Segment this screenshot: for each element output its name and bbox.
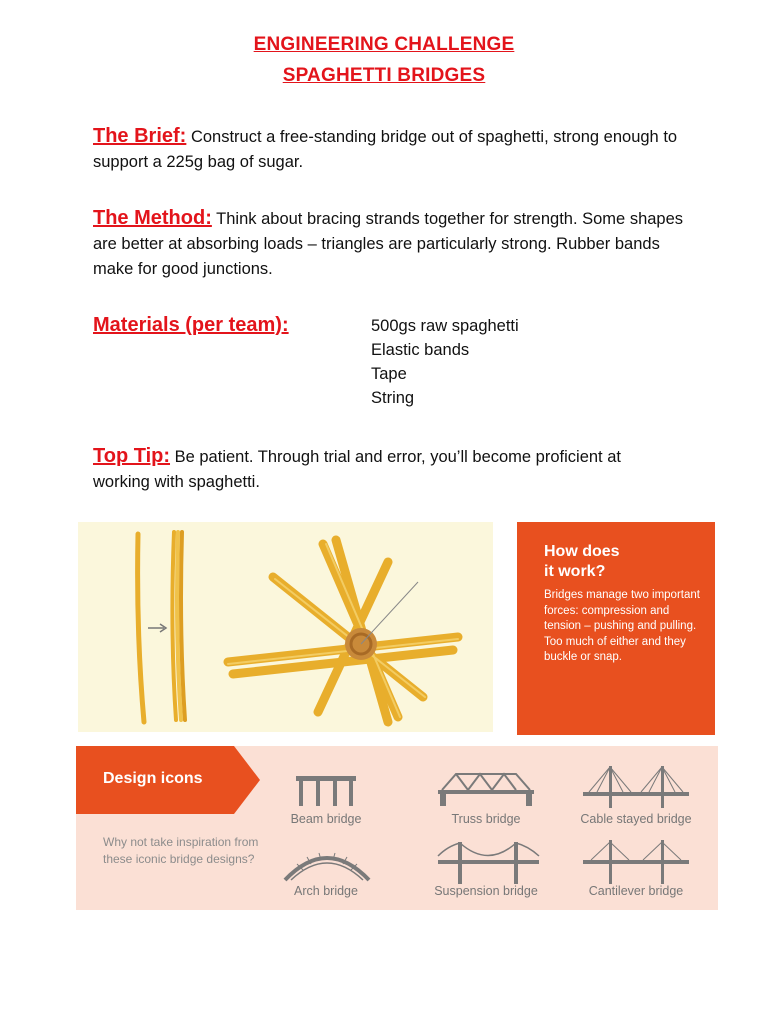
spaghetti-illustration-panel [78, 522, 493, 732]
single-strand-icon [138, 534, 144, 722]
how-it-works-title-line2: it work? [544, 563, 606, 580]
design-icons-panel [76, 746, 718, 910]
brief-section [93, 124, 693, 175]
materials-item: 500gs raw spaghetti [371, 317, 519, 335]
top-tip-text: Be patient. Through trial and error, you’ll become proficient at working with spaghetti. [93, 448, 621, 491]
spaghetti-illustration [78, 522, 493, 732]
bridge-label-truss: Truss bridge [451, 812, 521, 826]
method-heading: The Method: [93, 207, 212, 229]
how-it-works-title-line1: How does [544, 543, 620, 560]
top-tip-heading: Top Tip: [93, 445, 171, 467]
materials-item: Elastic bands [371, 341, 470, 359]
method-section [93, 206, 693, 282]
brief-text: Construct a free-standing bridge out of spaghetti, strong enough to support a 225g bag of sugar. [93, 128, 678, 171]
arrow-icon [148, 624, 166, 632]
bridge-label-suspension: Suspension bridge [434, 884, 538, 898]
how-it-works-title [544, 542, 704, 582]
how-it-works-panel [517, 522, 715, 735]
top-tip-section [93, 444, 653, 495]
beam-bridge-icon [294, 770, 358, 808]
cable-stayed-bridge-icon [581, 762, 691, 810]
brief-heading: The Brief: [93, 125, 187, 147]
truss-bridge-icon [436, 766, 536, 808]
design-icons-title: Design icons [103, 770, 203, 787]
bridge-label-beam: Beam bridge [290, 812, 362, 826]
bridge-label-cantilever: Cantilever bridge [588, 884, 684, 898]
cantilever-bridge-icon [581, 836, 691, 886]
suspension-bridge-icon [436, 838, 541, 886]
spaghetti-junction-icon [228, 540, 458, 722]
bridge-label-arch: Arch bridge [294, 884, 358, 898]
materials-item: String [371, 389, 415, 407]
method-text: Think about bracing strands together for strength. Some shapes are better at absorbing loads – triangles are particularly strong. Rubber bands make for good junctions. [93, 210, 684, 278]
arch-bridge-icon [281, 846, 373, 884]
page-title: ENGINEERING CHALLENGE [253, 34, 515, 55]
bridge-label-cable-stayed: Cable stayed bridge [580, 812, 692, 826]
materials-heading: Materials (per team): [93, 314, 289, 336]
materials-list [371, 314, 519, 410]
page-subtitle: SPAGHETTI BRIDGES [282, 65, 486, 86]
design-icons-intro: Why not take inspiration from these iconic bridge designs? [103, 835, 259, 866]
bundled-strands-icon [172, 532, 185, 720]
materials-item: Tape [371, 365, 407, 383]
materials-section [93, 313, 363, 339]
how-it-works-body: Bridges manage two important forces: compression and tension – pushing and pulling. Too much of either and they buckle or snap. [544, 589, 700, 663]
